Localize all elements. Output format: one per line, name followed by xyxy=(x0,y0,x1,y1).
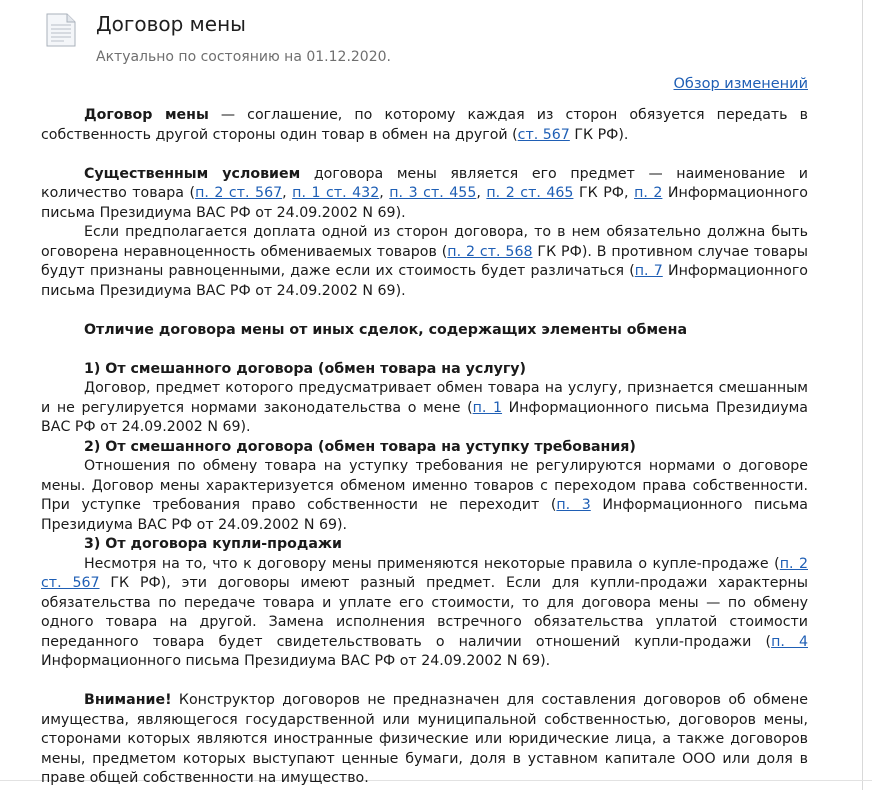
surcharge-paragraph xyxy=(41,223,808,301)
warning-paragraph xyxy=(41,691,808,789)
link-p2-letter[interactable]: п. 2 xyxy=(634,185,663,201)
link-p3-st455[interactable]: п. 3 ст. 455 xyxy=(389,185,477,201)
item-3-heading: 3) От договора купли-продажи xyxy=(84,536,342,552)
text: Информационного письма Президиума ВАС РФ от 24.09.2002 N 69). xyxy=(41,497,808,533)
item-2-paragraph xyxy=(41,457,808,535)
link-p1-letter[interactable]: п. 1 xyxy=(472,399,503,416)
link-p1-st432[interactable]: п. 1 ст. 432 xyxy=(292,185,380,201)
link-p2-st568[interactable]: п. 2 ст. 568 xyxy=(447,243,533,260)
section-heading: Отличие договора мены от иных сделок, содержащих элементы обмена xyxy=(84,321,688,338)
essential-condition-paragraph xyxy=(41,165,808,224)
document-icon xyxy=(46,13,76,47)
link-p2-st465[interactable]: п. 2 ст. 465 xyxy=(486,185,574,201)
text: Отношения по обмену товара на уступку требования не регулируются нормами о договоре мены. Договор мены характеризуется обменом именно товаров с переходом права собственности. При уступке требования право собственности не переходит ( xyxy=(41,458,808,513)
link-p7-letter[interactable]: п. 7 xyxy=(634,263,663,279)
link-p4-letter[interactable]: п. 4 xyxy=(771,633,808,650)
review-changes-link[interactable]: Обзор изменений xyxy=(673,76,808,92)
text: ГК РФ, xyxy=(573,185,635,201)
item-1-heading: 1) От смешанного договора (обмен товара на услугу) xyxy=(84,360,527,377)
text: ГК РФ). xyxy=(569,126,629,143)
text: , xyxy=(379,185,390,201)
text: , xyxy=(282,185,293,201)
link-p2-st567[interactable]: п. 2 ст. 567 xyxy=(195,185,283,201)
text: ГК РФ), эти договоры имеют разный предмет. Если для купли-продажи характерны обязательства по передаче товара и уплате его стоимости, то для договора мены — по обмену одного товара на другой. Замена исполнения встречного обязательства уплатой стоимости переданного товара будет свидетельствовать о наличии отношений купли-продажи ( xyxy=(41,575,808,650)
text: Конструктор договоров не предназначен для составления договоров об обмене имущества, являющегося государственной или муниципальной собственностью, договоров мены, сторонами которых являются иностранные физические или юридические лица, а также договоров мены, предметом которых выступают ценные бумаги, доля в уставном капитале ООО или доля в праве общей собственности на имущество. xyxy=(41,692,808,786)
link-p2-st567-b[interactable]: п. 2 ст. 567 xyxy=(41,555,808,591)
item-2-heading: 2) От смешанного договора (обмен товара на уступку требования) xyxy=(84,438,636,455)
text: ГК РФ). В противном случае товары будут признаны равноценными, даже если их стоимость будет различаться ( xyxy=(41,243,808,279)
text: Информационного письма Президиума ВАС РФ от 24.09.2002 N 69). xyxy=(41,653,551,669)
right-border xyxy=(862,0,863,790)
document-body xyxy=(41,106,808,789)
term-bold: Договор мены xyxy=(84,107,209,123)
item-3-paragraph xyxy=(41,555,808,672)
text: , xyxy=(476,185,487,201)
text: Информационного письма Президиума ВАС РФ от 24.09.2002 N 69). xyxy=(41,185,808,221)
link-st-567[interactable]: ст. 567 xyxy=(517,126,570,143)
page-title: Договор мены xyxy=(96,12,246,36)
term-bold: Существенным условием xyxy=(84,165,301,182)
text: Несмотря на то, что к договору мены применяются некоторые правила о купле-продаже ( xyxy=(84,555,780,572)
warning-label: Внимание! xyxy=(84,692,172,708)
text: Если предполагается доплата одной из сторон договора, то в нем обязательно должна быть оговорена неравноценность обмениваемых товаров ( xyxy=(41,224,808,260)
text: договора мены является его предмет — наименование и количество товара ( xyxy=(41,165,809,201)
actuality-date: Актуально по состоянию на 01.12.2020. xyxy=(96,49,391,65)
text: — соглашение, по которому каждая из сторон обязуется передать в собственность другой стороны один товар в обмен на другой ( xyxy=(41,107,808,143)
definition-paragraph xyxy=(41,106,808,145)
text: Договор, предмет которого предусматривает обмен товара на услугу, признается смешанным и не регулируется нормами законодательства о мене ( xyxy=(41,380,808,416)
text: Информационного письма Президиума ВАС РФ от 24.09.2002 N 69). xyxy=(41,399,808,435)
item-1-paragraph xyxy=(41,379,808,438)
text: Информационного письма Президиума ВАС РФ от 24.09.2002 N 69). xyxy=(41,263,808,299)
link-p3-letter[interactable]: п. 3 xyxy=(556,497,591,513)
